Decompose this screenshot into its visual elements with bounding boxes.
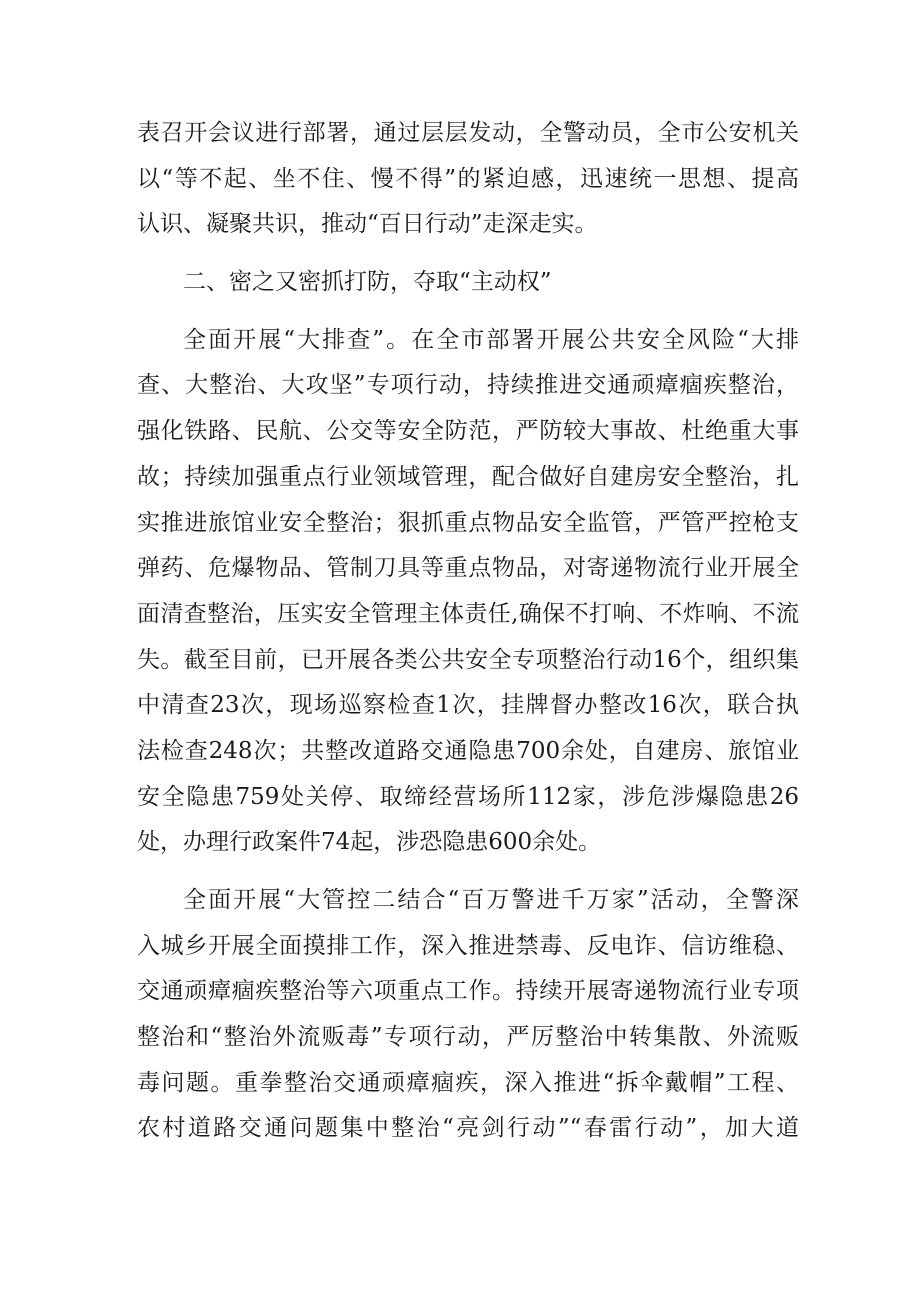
text-line: 实推进旅馆业安全整治；狠抓重点物品安全监管，严管严控枪支 [137, 509, 799, 536]
text-line: 毒问题。重拳整治交通顽瘴痼疾，深入推进“拆伞戴帽”工程、 [137, 1069, 799, 1096]
text-line: 面清查整治，压实安全管理主体责任,确保不打响、不炸响、不流 [137, 600, 799, 627]
text-line: 农村道路交通问题集中整治“亮剑行动”“春雷行动”，加大道 [137, 1115, 799, 1142]
text-line: 全面开展“大管控二结合“百万警进千万家”活动，全警深 [183, 887, 799, 913]
text-line: 整治和“整治外流贩毒”专项行动，严厉整治中转集散、外流贩 [137, 1024, 799, 1051]
paragraph-control [137, 878, 799, 1152]
text-line: 表召开会议进行部署，通过层层发动，全警动员，全市公安机关 [137, 120, 799, 146]
text-line: 法检查248次；共整改道路交通隐患700余处，自建房、旅馆业 [137, 737, 799, 764]
paragraph-continued [137, 111, 799, 248]
text-line: 查、大整治、大攻坚”专项行动，持续推进交通顽瘴痼疾整治， [137, 372, 799, 399]
text-line: 失。截至目前，已开展各类公共安全专项整治行动16个，组织集 [137, 646, 799, 673]
text-line: 以“等不起、坐不住、慢不得”的紧迫感，迅速统一思想、提高 [137, 165, 799, 192]
heading-line: 二、密之又密抓打防，夺取“主动权” [183, 269, 552, 296]
section-heading [137, 260, 799, 306]
text-line: 认识、凝聚共识，推动“百日行动”走深走实。 [137, 211, 598, 238]
document-body [137, 111, 799, 1152]
text-line: 安全隐患759处关停、取缔经营场所112家，涉危涉爆隐患26 [137, 783, 799, 810]
text-line: 入城乡开展全面摸排工作，深入推进禁毒、反电诈、信访维稳、 [137, 932, 799, 959]
paragraph-inspection [137, 318, 799, 866]
text-line: 强化铁路、民航、公交等安全防范，严防较大事故、杜绝重大事 [137, 418, 799, 445]
text-line: 全面开展“大排查”。在全市部署开展公共安全风险“大排 [183, 326, 799, 353]
text-line: 故；持续加强重点行业领域管理，配合做好自建房安全整治，扎 [137, 463, 799, 490]
text-line: 交通顽瘴痼疾整治等六项重点工作。持续开展寄递物流行业专项 [137, 978, 799, 1005]
text-line: 弹药、危爆物品、管制刀具等重点物品，对寄递物流行业开展全 [137, 555, 799, 582]
text-line: 中清查23次，现场巡察检查1次，挂牌督办整改16次，联合执 [137, 692, 799, 719]
text-line: 处，办理行政案件74起，涉恐隐患600余处。 [137, 829, 602, 856]
